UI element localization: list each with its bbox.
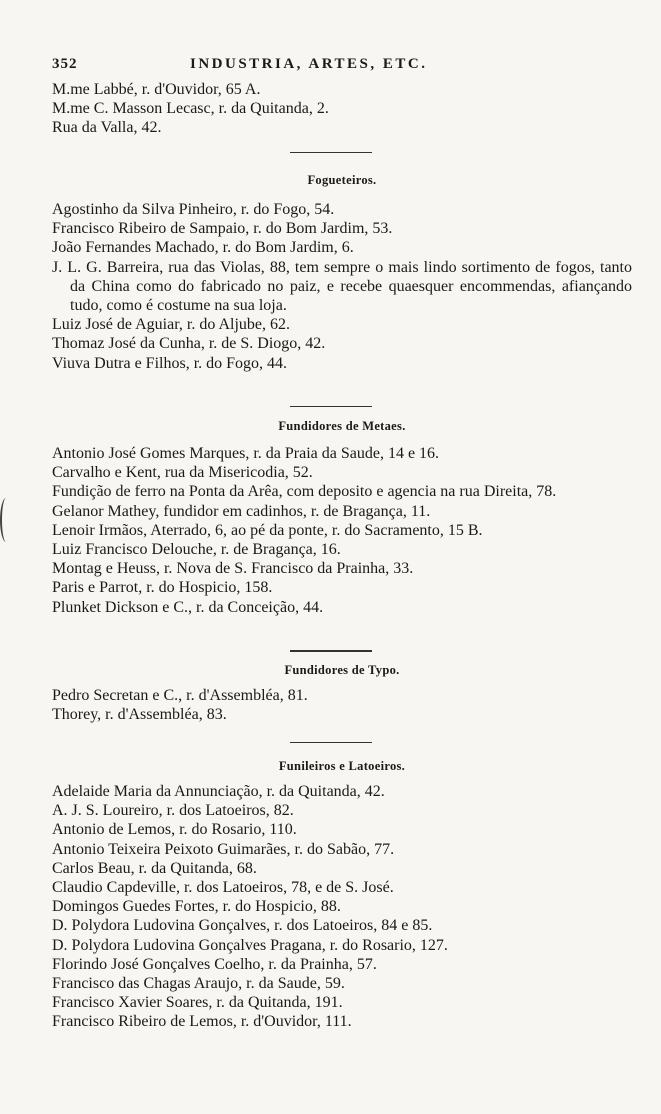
list-item: Francisco Ribeiro de Sampaio, r. do Bom Jardim, 53. [52,220,393,238]
page-number: 352 [52,56,78,72]
list-item: Carlos Beau, r. da Quitanda, 68. [52,859,257,877]
list-item: Luiz José de Aguiar, r. do Aljube, 62. [52,316,290,334]
list-item: Francisco das Chagas Araujo, r. da Saude, 59. [52,975,345,993]
intro-entries [52,80,632,138]
list-item: Antonio de Lemos, r. do Rosario, 110. [52,821,297,839]
list-item: Domingos Guedes Fortes, r. do Hospicio, 88. [52,898,341,916]
section-divider [290,742,372,743]
list-item: Adelaide Maria da Annunciação, r. da Quitanda, 42. [52,783,385,800]
list-item: Thomaz José da Cunha, r. de S. Diogo, 42. [52,335,326,353]
section-divider [290,152,372,153]
list-item: Carvalho e Kent, rua da Misericodia, 52. [52,464,313,482]
list-item: D. Polydora Ludovina Gonçalves, r. dos Latoeiros, 84 e 85. [52,917,433,935]
list-item: Thorey, r. d'Assembléa, 83. [52,706,227,724]
list-item: Pedro Secretan e C., r. d'Assembléa, 81. [52,687,308,704]
list-item: Francisco Ribeiro de Lemos, r. d'Ouvidor, 111. [52,1013,352,1031]
list-item: Claudio Capdeville, r. dos Latoeiros, 78, e de S. José. [52,879,394,897]
list-item: J. L. G. Barreira, rua das Violas, 88, tem sempre o mais lindo sortimento de fogos, tanto da China como do fabricado no paiz, e recebe quaesquer encommendas, afiançando tudo, como é costume na sua loja. [52,258,632,315]
section-heading: Fundidores de Metaes. [278,419,406,433]
list-item: Plunket Dickson e C., r. da Conceição, 44. [52,598,324,616]
section-divider [290,406,372,407]
list-item: Fundição de ferro na Ponta da Arêa, com deposito e agencia na rua Direita, 78. [52,483,557,501]
section-funileiros [52,756,632,1032]
list-item: João Fernandes Machado, r. do Bom Jardim, 6. [52,239,354,257]
section-divider [290,650,372,652]
section-fogueteiros [52,170,632,373]
list-item: Viuva Dutra e Filhos, r. do Fogo, 44. [52,354,288,372]
list-item: M.me Labbé, r. d'Ouvidor, 65 A. [52,81,261,98]
binding-mark [0,498,12,542]
page-header [52,56,632,78]
list-item: Gelanor Mathey, fundidor em cadinhos, r. de Bragança, 11. [52,502,431,520]
section-heading: Fogueteiros. [307,173,377,187]
list-item: Luiz Francisco Delouche, r. de Bragança, 16. [52,541,341,559]
list-item: Rua da Valla, 42. [52,119,162,137]
section-heading: Funileiros e Latoeiros. [278,759,406,773]
list-item: M.me C. Masson Lecasc, r. da Quitanda, 2. [52,100,329,118]
list-item: Agostinho da Silva Pinheiro, r. do Fogo, 54. [52,201,335,218]
list-item: Antonio Teixeira Peixoto Guimarães, r. do Sabão, 77. [52,840,395,858]
list-item: A. J. S. Loureiro, r. dos Latoeiros, 82. [52,802,294,820]
section-heading: Fundidores de Typo. [284,663,400,677]
running-title: INDUSTRIA, ARTES, ETC. [190,56,428,72]
list-item: Montag e Heuss, r. Nova de S. Francisco da Prainha, 33. [52,560,414,578]
list-item: D. Polydora Ludovina Gonçalves Pragana, r. do Rosario, 127. [52,936,448,954]
list-item: Francisco Xavier Soares, r. da Quitanda, 191. [52,994,343,1012]
list-item: Antonio José Gomes Marques, r. da Praia da Saude, 14 e 16. [52,445,440,462]
list-item: Lenoir Irmãos, Aterrado, 6, ao pé da ponte, r. do Sacramento, 15 B. [52,521,483,539]
section-fundidores-typo [52,660,632,724]
list-item: Paris e Parrot, r. do Hospicio, 158. [52,579,273,597]
section-fundidores-metaes [52,416,632,617]
list-item: Florindo José Gonçalves Coelho, r. da Prainha, 57. [52,955,377,973]
